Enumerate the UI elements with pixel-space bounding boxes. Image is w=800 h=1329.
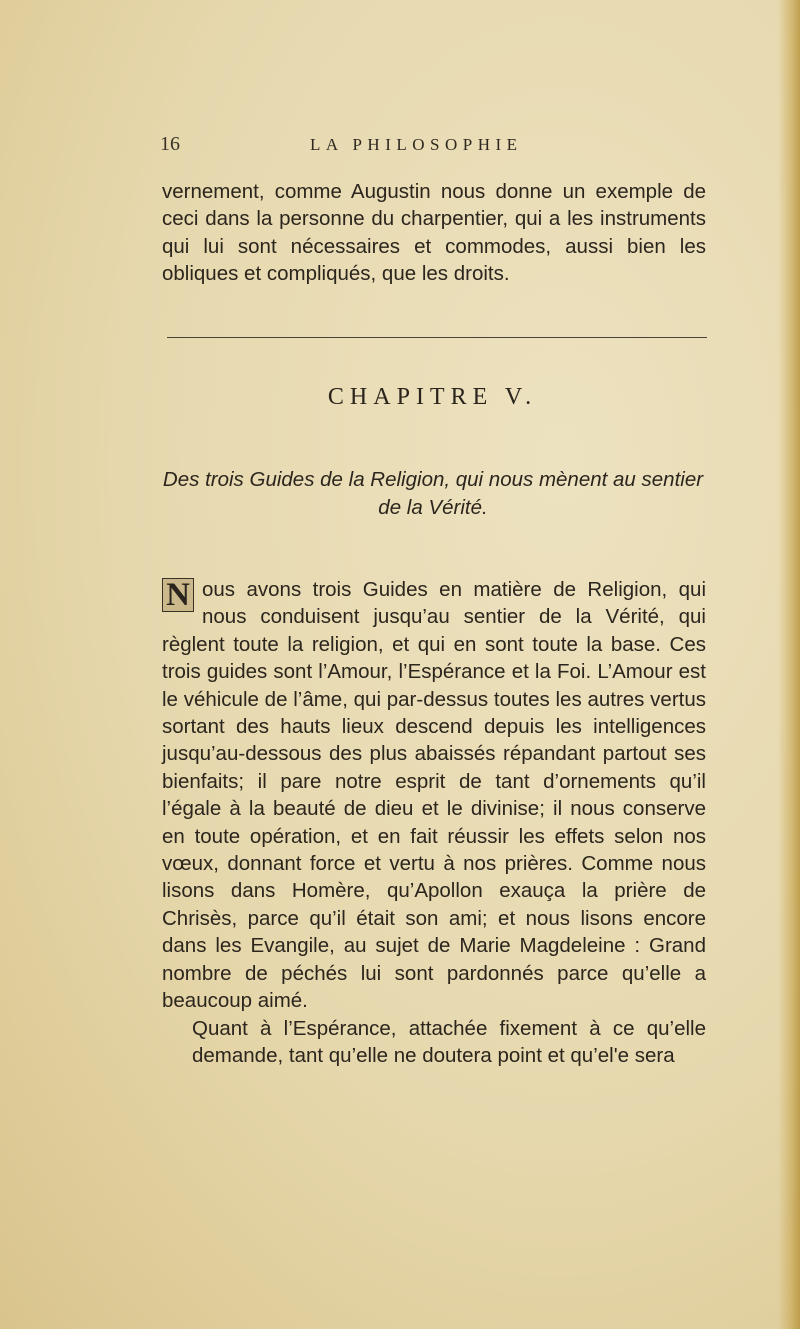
- drop-cap: N: [162, 578, 194, 612]
- chapter-divider-rule: [167, 337, 707, 338]
- running-header: [160, 133, 705, 161]
- top-paragraph: vernement, comme Augustin nous donne un exemple de ceci dans la personne du charpentier, qui a les instruments qui lui sont nécessaires et commodes, aussi bien les obliques et compliqués, que les droits.: [162, 180, 706, 286]
- page-number: 16: [160, 133, 180, 155]
- running-title: LA PHILOSOPHIE: [310, 135, 523, 154]
- chapter-title: CHAPITRE V.: [327, 384, 538, 410]
- chapter-subtitle: Des trois Guides de la Religion, qui nous mènent au sentier de la Vérité.: [162, 468, 704, 519]
- body-paragraph-1: ous avons trois Guides en matière de Religion, qui nous conduisent jusqu’au sentier de la Vérité, qui règlent toute la religion, et qui en sont toute la base. Ces trois guides sont l’Amour, l’Espérance et la Foi. L’Amour est le véhicule de l’âme, qui par-dessus toutes les autres vertus sortant des hauts lieux descend depuis les intelligences jusqu’au-dessous des plus abaissés répandant partout ses bienfaits; il pare notre esprit de tant d’ornements qu’il l’égale à la beauté de dieu et le divinise; il nous conserve en toute opération, et en fait réussir les effets selon nos vœux, donnant force et vertu à nos prières. Comme nous lisons dans Homère, qu’Apollon exauça la prière de Chrisès, parce qu’il était son ami; et nous lisons encore dans les Evangile, au sujet de Marie Magdeleine : Grand nombre de péchés lui sont pardonnés parce qu’elle a beaucoup aimé.: [162, 578, 706, 1013]
- body-paragraph-2: Quant à l’Espérance, attachée fixement à ce qu’elle demande, tant qu’elle ne doutera point et qu’el'e sera: [192, 1016, 706, 1067]
- page-edge-shadow: [778, 0, 800, 1329]
- top-paragraph-block: [162, 178, 706, 288]
- chapter-body: [162, 576, 706, 1069]
